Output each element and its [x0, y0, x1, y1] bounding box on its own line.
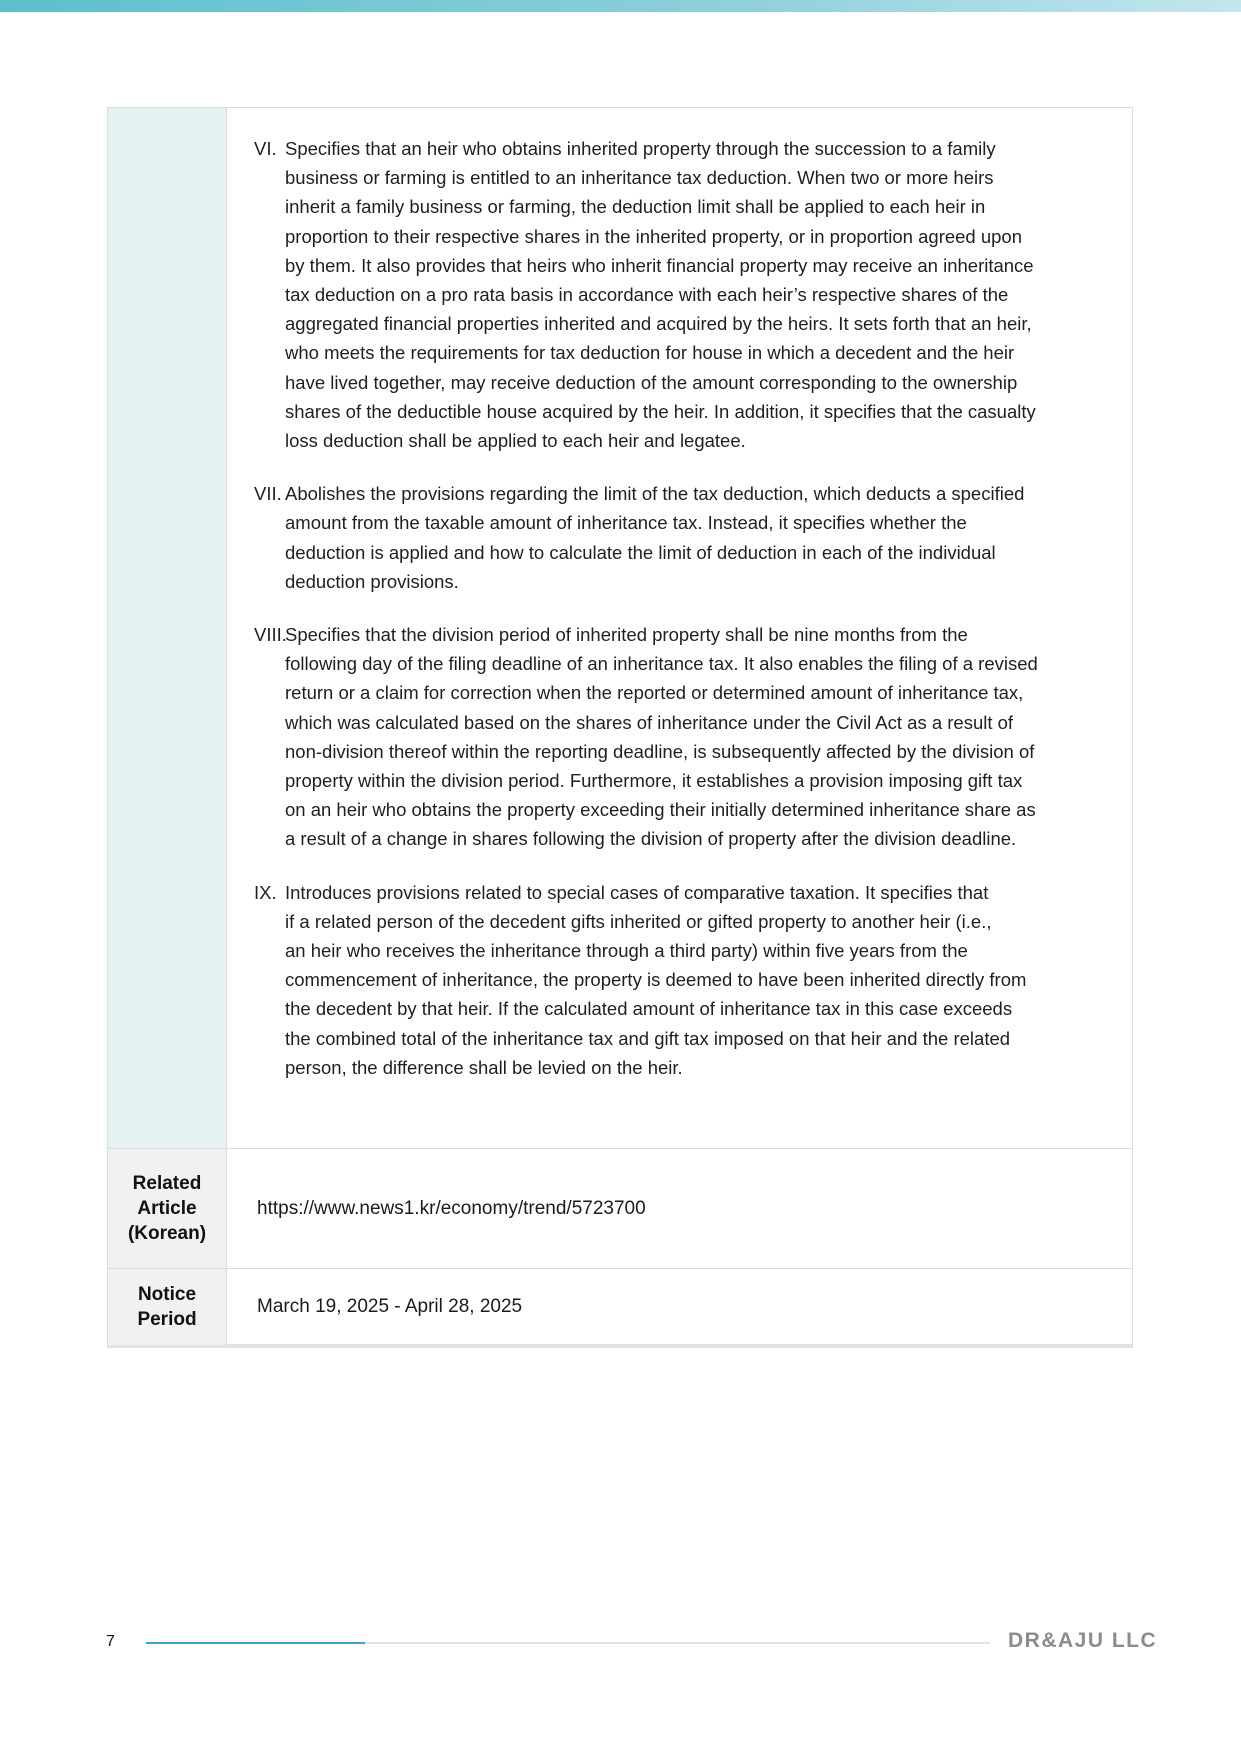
- provision-text: Introduces provisions related to special cases of comparative taxation. It specifies that if a related person of the decedent gifts inherited or gifted property to another heir (i.e., an heir who receives the inheritance through a third party) within five years from the commencement of inheritance, the property is deemed to have been inherited directly from the decedent by that heir. If the calculated amount of inheritance tax in this case exceeds the combined total of the inheritance tax and gift tax imposed on that heir and the related person, the difference shall be levied on the heir.: [285, 881, 1027, 1078]
- brand-logo-text: DR&AJU LLC: [1008, 1629, 1158, 1652]
- top-accent-bar: [0, 0, 1241, 12]
- provision-text: Specifies that the division period of inherited property shall be nine months from the following day of the filing deadline of an inheritance tax. It also enables the filing of a revised return or a claim for correction when the reported or determined amount of inheritance tax, which was calculated based on the shares of inheritance under the Civil Act as a result of non-division thereof within the reporting deadline, is subsequently affected by the division of property within the division period. Furthermore, it establishes a provision imposing gift tax on an heir who obtains the property exceeding their initially determined inheritance share as a result of a change in shares following the division of property after the division deadline.: [285, 624, 1038, 850]
- page-number: 7: [106, 1633, 115, 1650]
- provision-item: [254, 479, 1114, 596]
- provision-item: [254, 620, 1114, 854]
- provisions-list: [254, 134, 1114, 1106]
- related-article-label: Related Article (Korean): [127, 1173, 207, 1244]
- provision-text: Abolishes the provisions regarding the limit of the tax deduction, which deducts a specified amount from the taxable amount of inheritance tax. Instead, it specifies whether the deduction is applied and how to calculate the limit of deduction in each of the individual deduction provisions.: [285, 483, 1025, 592]
- provisions-label-cell: [108, 108, 227, 1148]
- related-article-value-cell: [227, 1149, 1132, 1268]
- notice-period-value-cell: [227, 1269, 1132, 1345]
- provision-number: VIII.: [254, 624, 287, 646]
- related-article-row: [108, 1148, 1132, 1268]
- provision-item: [254, 134, 1114, 455]
- provisions-row: [108, 108, 1132, 1148]
- notice-period-value: March 19, 2025 - April 28, 2025: [257, 1296, 523, 1317]
- notice-period-row: [108, 1268, 1132, 1345]
- provision-item: [254, 878, 1114, 1082]
- provision-number: IX.: [254, 881, 277, 903]
- page-progress-track: [146, 1642, 990, 1644]
- related-article-label-cell: [108, 1149, 227, 1268]
- page-progress-fill: [146, 1642, 365, 1644]
- provisions-table: [107, 107, 1133, 1348]
- notice-period-label-cell: [108, 1269, 227, 1345]
- related-article-link[interactable]: https://www.news1.kr/economy/trend/5723700: [257, 1197, 646, 1219]
- provision-text: Specifies that an heir who obtains inherited property through the succession to a family business or farming is entitled to an inheritance tax deduction. When two or more heirs inherit a family business or farming, the deduction limit shall be applied to each heir in proportion to their respective shares in the inherited property, or in proportion agreed upon by them. It also provides that heirs who inherit financial property may receive an inheritance tax deduction on a pro rata basis in accordance with each heir’s respective shares of the aggregated financial properties inherited and acquired by the heirs. It sets forth that an heir, who meets the requirements for tax deduction for house in which a decedent and the heir have lived together, may receive deduction of the amount corresponding to the ownership shares of the deductible house acquired by the heir. In addition, it specifies that the casualty loss deduction shall be applied to each heir and legatee.: [285, 138, 1036, 452]
- notice-period-label: Notice Period: [137, 1284, 197, 1330]
- provision-number: VI.: [254, 138, 277, 159]
- provision-number: VII.: [254, 483, 282, 505]
